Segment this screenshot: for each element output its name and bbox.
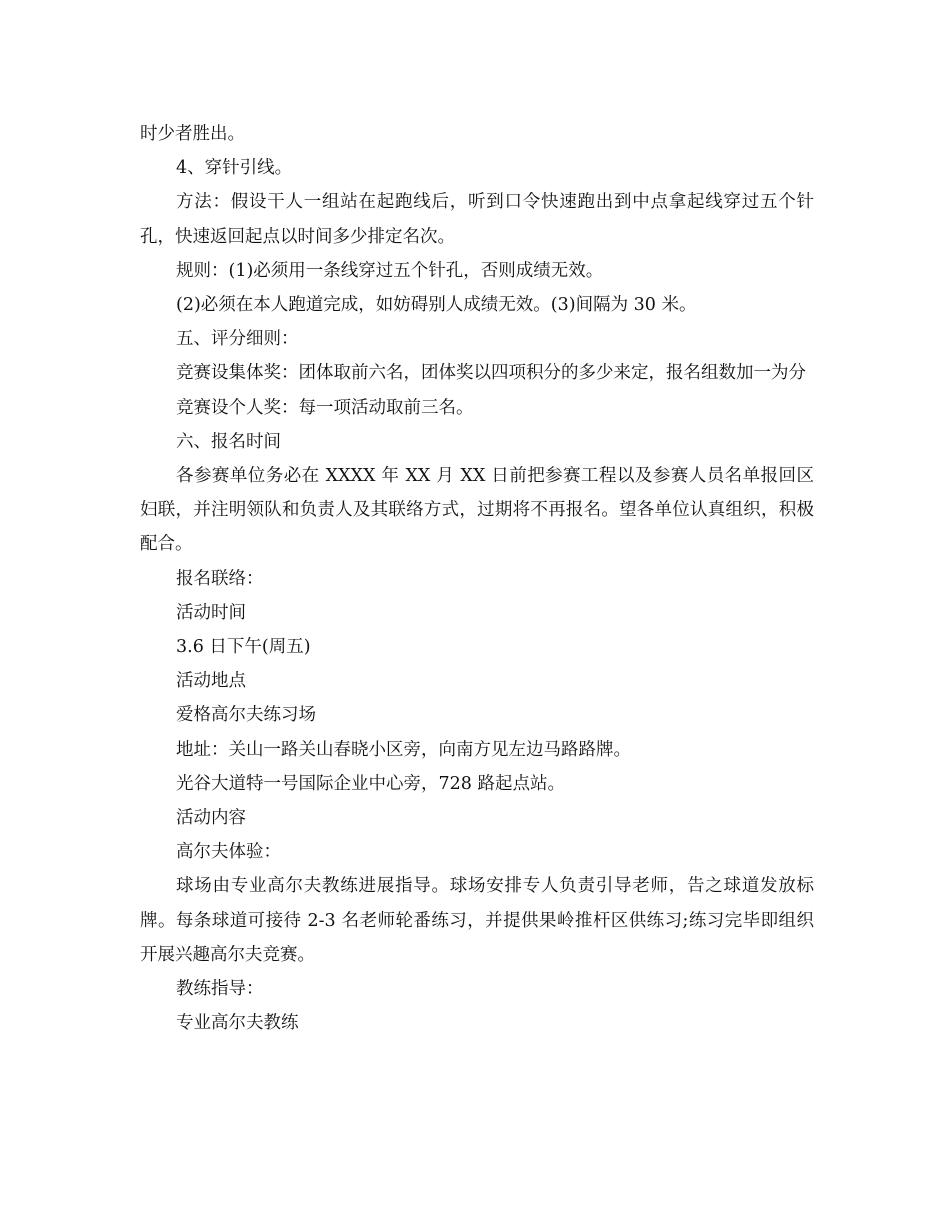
paragraph-golf-details: 球场由专业高尔夫教练进展指导。球场安排专人负责引导老师，告之球道发放标牌。每条球道可接待 2-3 名老师轮番练习，并提供果岭推杆区供练习;练习完毕即组织开展兴趣高尔夫竞赛。 bbox=[140, 876, 814, 965]
label-activity-content: 活动内容 bbox=[176, 808, 246, 829]
paragraph-address: 地址：关山一路关山春晓小区旁，向南方见左边马路路牌。 bbox=[176, 739, 631, 760]
value-activity-location: 爱格高尔夫练习场 bbox=[176, 705, 316, 726]
value-activity-time: 3.6 日下午(周五) bbox=[176, 637, 311, 658]
paragraph-group-award: 竞赛设集体奖：团体取前六名，团体奖以四项积分的多少来定，报名组数加一为分 bbox=[176, 363, 806, 384]
label-golf-experience: 高尔夫体验： bbox=[176, 842, 281, 863]
item-heading-threading: 4、穿针引线。 bbox=[176, 158, 293, 179]
label-activity-location: 活动地点 bbox=[176, 671, 246, 692]
paragraph-address-alt: 光谷大道特一号国际企业中心旁，728 路起点站。 bbox=[176, 773, 565, 794]
document-body bbox=[140, 117, 814, 1040]
value-coach: 专业高尔夫教练 bbox=[176, 1013, 299, 1034]
section-heading-scoring: 五、评分细则： bbox=[176, 329, 299, 350]
paragraph-individual-award: 竞赛设个人奖：每一项活动取前三名。 bbox=[176, 397, 474, 418]
label-coach-guidance: 教练指导： bbox=[176, 979, 264, 1000]
paragraph-continuation: 时少者胜出。 bbox=[140, 124, 245, 144]
section-heading-registration-time: 六、报名时间 bbox=[176, 431, 281, 452]
paragraph-rule-1: 规则：(1)必须用一条线穿过五个针孔，否则成绩无效。 bbox=[176, 260, 604, 281]
paragraph-registration-notice: 各参赛单位务必在 XXXX 年 XX 月 XX 日前把参赛工程以及参赛人员名单报回区妇联，并注明领队和负责人及其联络方式，过期将不再报名。望各单位认真组织，积极配合。 bbox=[140, 466, 814, 555]
paragraph-method: 方法：假设干人一组站在起跑线后，听到口令快速跑出到中点拿起线穿过五个针孔，快速返回起点以时间多少排定名次。 bbox=[140, 192, 814, 247]
label-registration-contact: 报名联络： bbox=[176, 568, 264, 589]
label-activity-time: 活动时间 bbox=[176, 602, 246, 623]
paragraph-rule-2-3: (2)必须在本人跑道完成，如妨碍别人成绩无效。(3)间隔为 30 米。 bbox=[176, 295, 697, 316]
